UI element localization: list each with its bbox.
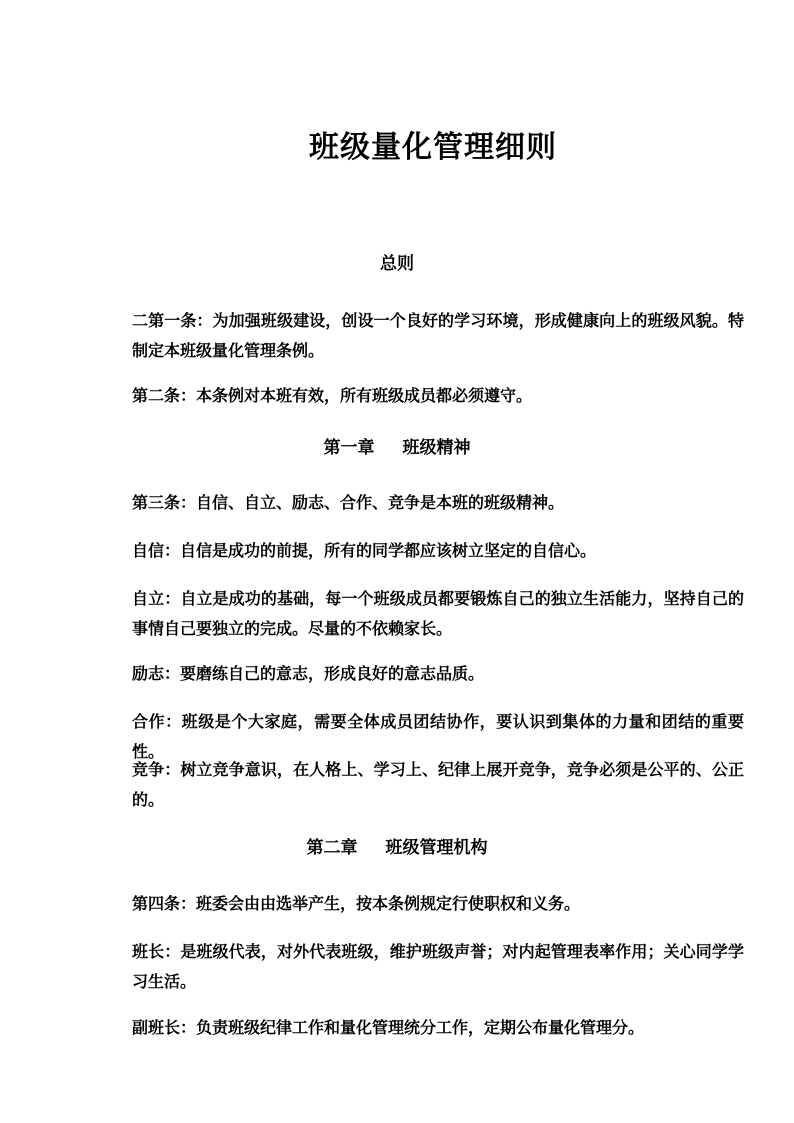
chapter-2-name: 班级管理机构 (385, 838, 488, 858)
article-1: 二第一条：为加强班级建设，创设一个良好的学习环境，形成健康向上的班级风貌。特制定本班级量化管理条例。 (132, 311, 744, 360)
chapter-2-heading (0, 836, 794, 860)
role-vice-monitor: 副班长：负责班级纪律工作和量化管理统分工作，定期公布量化管理分。 (132, 1018, 645, 1037)
spirit-confidence: 自信：自信是成功的前提，所有的同学都应该树立坚定的自信心。 (132, 541, 597, 560)
chapter-2-number: 第二章 (306, 838, 358, 858)
chapter-1-name: 班级精神 (402, 438, 471, 458)
document-title: 班级量化管理细则 (309, 130, 557, 165)
article-4: 第四条：班委会由由选举产生，按本条例规定行使职权和义务。 (132, 894, 581, 913)
role-monitor: 班长：是班级代表，对外代表班级，维护班级声誉；对内起管理表率作用；关心同学学习生活。 (132, 942, 744, 991)
article-2: 第二条：本条例对本班有效，所有班级成员都必须遵守。 (132, 386, 533, 405)
spirit-independence: 自立：自立是成功的基础，每一个班级成员都要锻炼自己的独立生活能力，坚持自己的事情自己要独立的完成。尽量的不依赖家长。 (132, 589, 744, 638)
spirit-competition: 竞争：树立竞争意识，在人格上、学习上、纪律上展开竞争，竞争必须是公平的、公正的。 (132, 760, 744, 809)
chapter-1-number: 第一章 (323, 438, 375, 458)
spirit-cooperation: 合作：班级是个大家庭，需要全体成员团结协作，要认识到集体的力量和团结的重要性。 (132, 712, 744, 761)
spirit-aspiration: 励志：要磨练自己的意志，形成良好的意志品质。 (132, 664, 485, 683)
chapter-1-heading (0, 436, 794, 460)
section-heading-general: 总则 (380, 254, 414, 274)
article-3: 第三条：自信、自立、励志、合作、竞争是本班的班级精神。 (132, 493, 565, 512)
